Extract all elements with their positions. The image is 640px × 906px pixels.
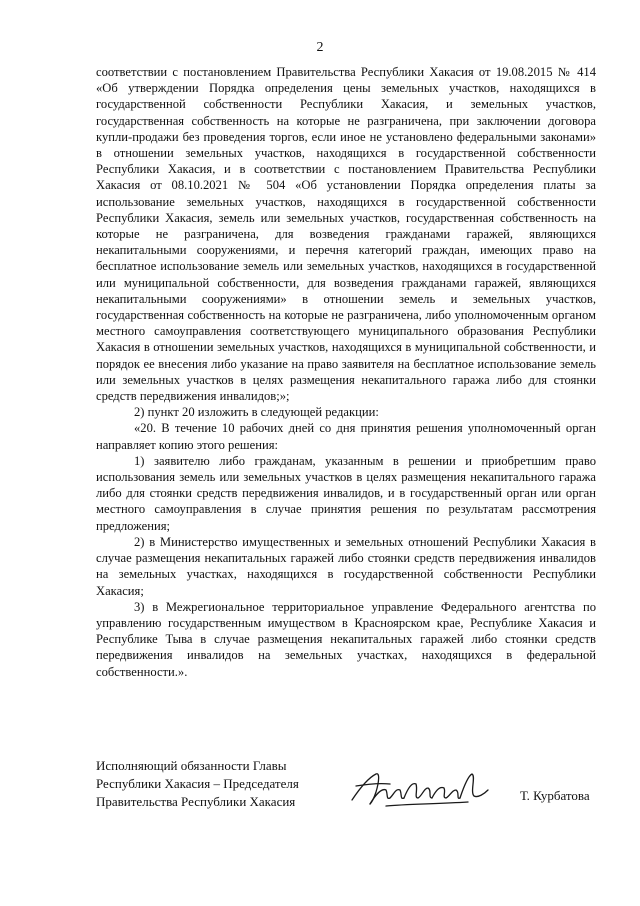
signatory-title (96, 757, 299, 811)
paragraph-subitem-3: 3) в Межрегиональное территориальное управление Федерального агентства по управлению государственным имуществом в Красноярском крае, Республике Хакасия и Республике Тыва в случае размещения некапитальных гаражей либо стоянки средств передвижения инвалидов на земельных участках, находящихся в федеральной собственности.». (96, 599, 596, 679)
signatory-title-line-2: Республики Хакасия – Председателя (96, 776, 299, 791)
document-body (96, 64, 596, 680)
paragraph-subitem-2: 2) в Министерство имущественных и земельных отношений Республики Хакасия в случае размещения некапитальных гаражей либо стоянки средств передвижения инвалидов на земельных участках, находящихся в государственной собственности Республики Хакасия; (96, 534, 596, 598)
paragraph-continuation: соответствии с постановлением Правительства Республики Хакасия от 19.08.2015 № 414 «Об утверждении Порядка определения цены земельных участков, находящихся в государственной собственности Республики Хакасия, и земельных участков, государственная собственность на которые не разграничена, при заключении договора купли-продажи без проведения торгов, если иное не установлено федеральными законами» в отношении земельных участков, находящихся в государственной собственности Республики Хакасия, и в соответствии с постановлением Правительства Республики Хакасия от 08.10.2021 № 504 «Об установлении Порядка определения платы за использование земельных участков, находящихся в государственной собственности Республики Хакасия, земель или земельных участков, государственная собственность на которые не разграничена, для возведения гражданами гаражей, являющихся некапитальными сооружениями, и перечня категорий граждан, имеющих право на бесплатное использование земель или земельных участков, находящихся в государственной или муниципальной собственности, для возведения гражданами гаражей, являющихся некапитальными сооружениями» в отношении земель и земельных участков, государственная собственность на которые не разграничена, либо уполномоченным органом местного самоуправления соответствующего муниципального образования Республики Хакасия в отношении земельных участков, находящихся в муниципальной собственности, и порядок ее внесения либо указание на право заявителя на бесплатное использование земель или земельных участков в целях размещения некапитального гаража либо для стоянки средств передвижения инвалидов;»; (96, 65, 596, 404)
handwritten-signature (346, 764, 496, 814)
signatory-title-line-1: Исполняющий обязанности Главы (96, 758, 287, 773)
signatory-title-line-3: Правительства Республики Хакасия (96, 794, 296, 809)
paragraph-item-2: 2) пункт 20 изложить в следующей редакции: (134, 405, 379, 420)
paragraph-subitem-1: 1) заявителю либо гражданам, указанным в решении и приобретшим право использования земель или земельных участков в целях размещения некапитального гаража либо для стоянки средств передвижения инвалидов, и в государственный орган или орган местного самоуправления в случае принятия решения по результатам рассмотрения предложения; (96, 453, 596, 533)
paragraph-point-20: «20. В течение 10 рабочих дней со дня принятия решения уполномоченный орган направляет копию этого решения: (96, 421, 596, 452)
signer-name: Т. Курбатова (520, 788, 590, 803)
page-number: 2 (316, 40, 324, 55)
